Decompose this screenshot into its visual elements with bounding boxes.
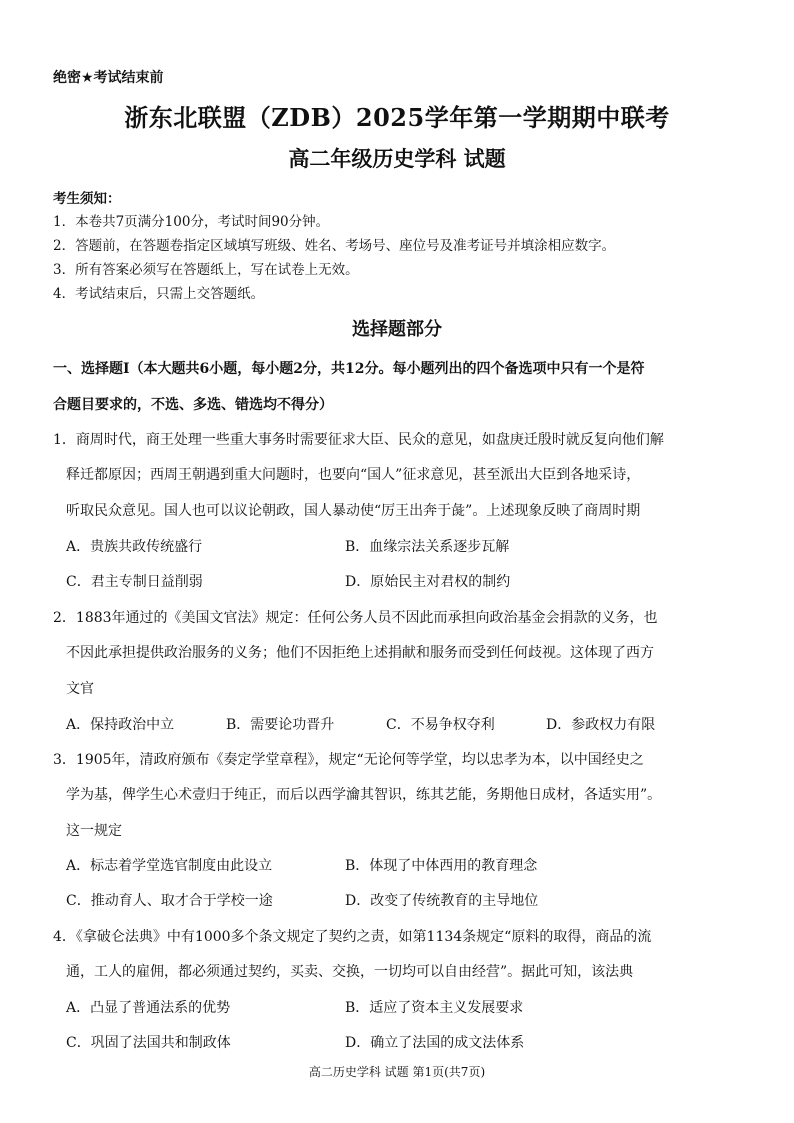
question-3-text: 学为基，俾学生心术壹归于纯正，而后以西学瀹其智识，练其艺能，务期他日成材，各适实用”。 — [66, 787, 662, 803]
question-1-text: 释迁都原因；西周王朝遇到重大问题时，也要向“国人”征求意见，甚至派出大臣到各地采诗， — [66, 467, 641, 483]
question-4-option-d[interactable]: D．确立了法国的成文法体系 — [345, 1035, 525, 1051]
exam-title: 浙东北联盟（ZDB）2025学年第一学期期中联考 — [124, 103, 670, 132]
question-1-option-a[interactable]: A．贵族共政传统盛行 — [66, 539, 203, 555]
question-4-text: 通，工人的雇佣，都必须通过契约，买卖、交换，一切均可以自由经营”。据此可知，该法典 — [66, 964, 634, 980]
question-4-option-a[interactable]: A．凸显了普通法系的优势 — [66, 1000, 231, 1016]
page-footer: 高二历史学科 试题 第1页(共7页) — [308, 1065, 486, 1079]
question-1-text: 听取民众意见。国人也可以议论朝政，国人暴动使“厉王出奔于彘”。上述现象反映了商周时期 — [66, 503, 641, 519]
notice-item: 3．所有答案必须写在答题纸上，写在试卷上无效。 — [53, 262, 359, 278]
part-instruction: 合题目要求的，不选、多选、错选均不得分） — [53, 397, 333, 413]
question-2-option-a[interactable]: A．保持政治中立 — [66, 717, 175, 733]
question-4-option-b[interactable]: B．适应了资本主义发展要求 — [345, 1000, 524, 1016]
question-3-option-d[interactable]: D．改变了传统教育的主导地位 — [345, 893, 539, 909]
exam-subtitle: 高二年级历史学科 试题 — [288, 146, 506, 171]
question-3-option-b[interactable]: B．体现了中体西用的教育理念 — [345, 858, 538, 874]
question-3-text: 3．1905年，清政府颁布《奏定学堂章程》，规定“无论何等学堂，均以忠孝为本，以中国经史之 — [53, 752, 644, 768]
question-2-option-d[interactable]: D．参政权力有限 — [546, 717, 656, 733]
section-title: 选择题部分 — [352, 319, 442, 340]
question-3-text: 这一规定 — [66, 823, 122, 839]
notice-item: 2．答题前，在答题卷指定区域填写班级、姓名、考场号、座位号及准考证号并填涂相应数字。 — [53, 238, 616, 254]
question-3-option-c[interactable]: C．推动育人、取才合于学校一途 — [66, 893, 273, 909]
secret-label: 绝密★考试结束前 — [53, 70, 164, 86]
part-instruction: 一、选择题Ⅰ（本大题共6小题，每小题2分，共12分。每小题列出的四个备选项中只有一个是符 — [53, 361, 645, 377]
question-3-option-a[interactable]: A．标志着学堂选官制度由此设立 — [66, 858, 273, 874]
notice-item: 4．考试结束后，只需上交答题纸。 — [53, 286, 265, 302]
question-2-text: 2．1883年通过的《美国文官法》规定：任何公务人员不因此而承担向政治基金会捐款的义务，也 — [53, 610, 658, 626]
question-4-text: 4．《拿破仑法典》中有1000多个条文规定了契约之责，如第1134条规定“原料的取得，商品的流 — [53, 929, 652, 945]
question-1-option-d[interactable]: D．原始民主对君权的制约 — [345, 574, 511, 590]
question-4-option-c[interactable]: C．巩固了法国共和制政体 — [66, 1035, 231, 1051]
question-2-text: 文官 — [66, 681, 94, 697]
question-1-text: 1．商周时代，商王处理一些重大事务时需要征求大臣、民众的意见，如盘庚迁殷时就反复向他们解 — [53, 432, 664, 448]
question-1-option-b[interactable]: B．血缘宗法关系逐步瓦解 — [345, 539, 510, 555]
question-2-text: 不因此承担提供政治服务的义务；他们不因拒绝上述捐献和服务而受到任何歧视。这体现了西方 — [66, 645, 654, 661]
question-1-option-c[interactable]: C．君主专制日益削弱 — [66, 574, 203, 590]
notice-item: 1．本卷共7页满分100分，考试时间90分钟。 — [53, 214, 330, 230]
notice-heading: 考生须知： — [53, 191, 121, 207]
question-2-option-c[interactable]: C．不易争权夺利 — [386, 717, 495, 733]
question-2-option-b[interactable]: B．需要论功晋升 — [226, 717, 335, 733]
